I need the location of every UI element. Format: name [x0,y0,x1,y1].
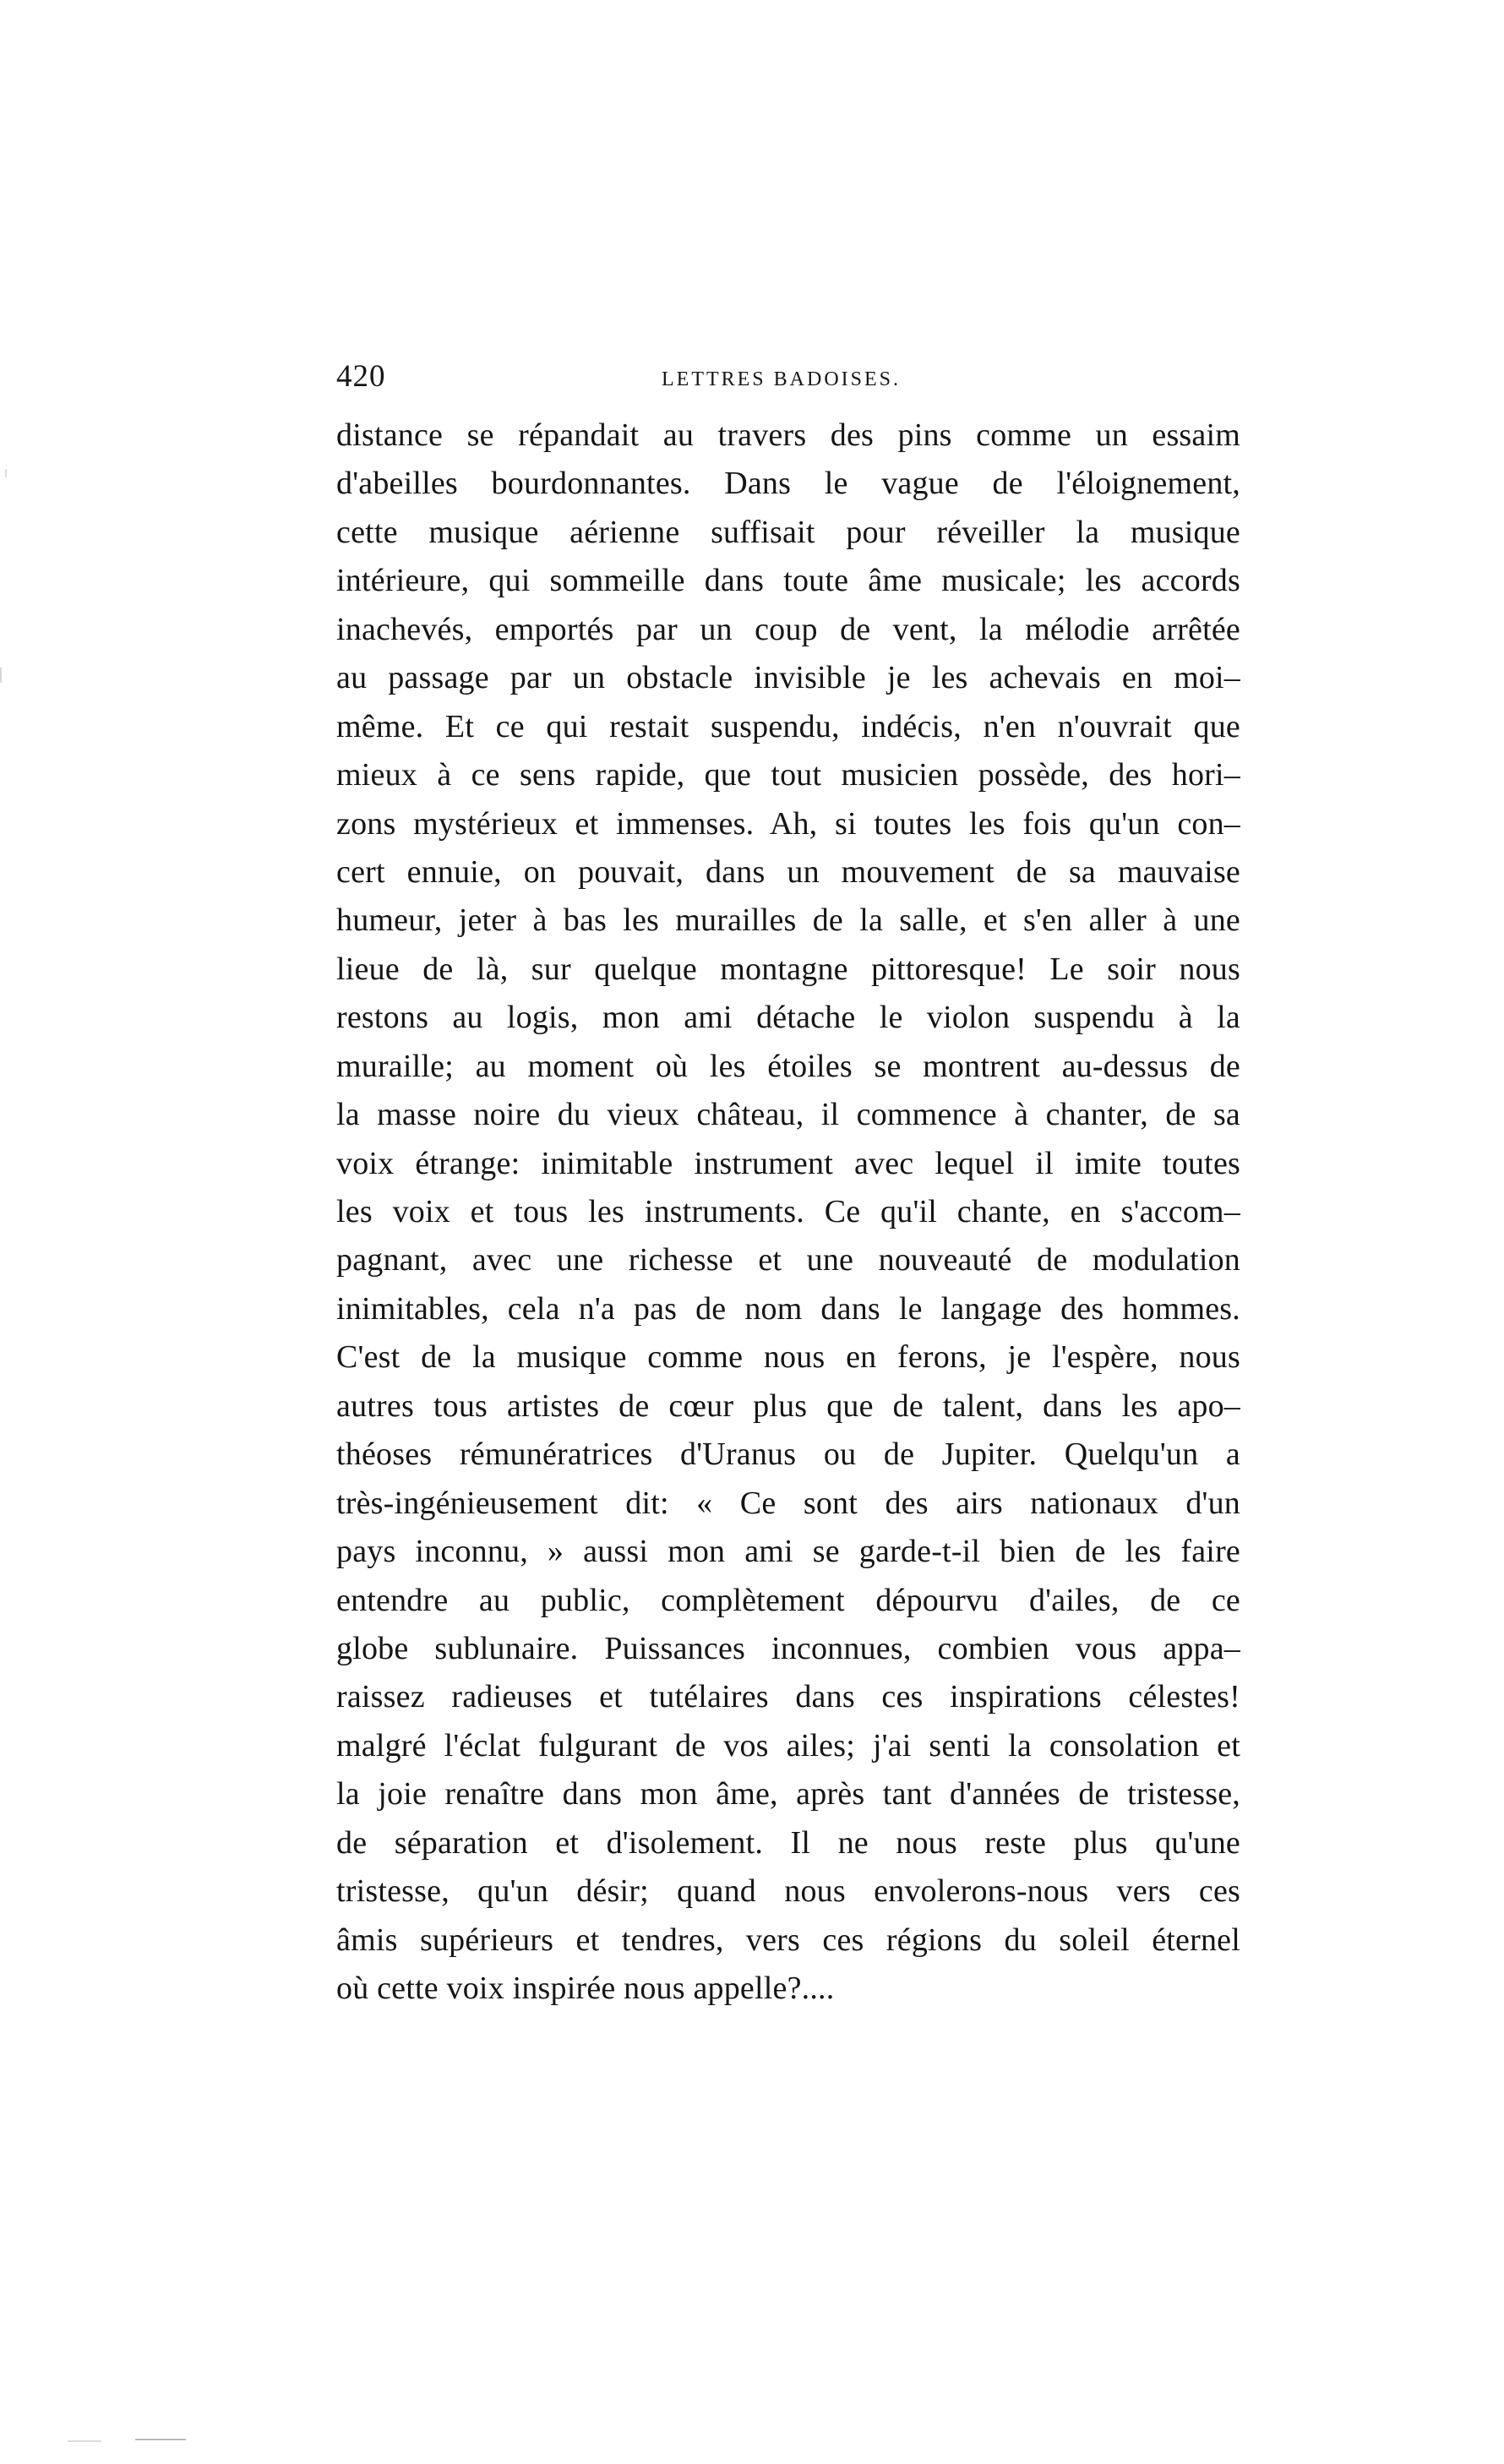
text-line-last: où cette voix inspirée nous appelle?.... [336,1971,835,2006]
page-header [336,358,1240,409]
text-line: entendre au public, complètement dépourvu d'ailes, de ce [336,1582,1240,1618]
text-line: très-ingénieusement dit: « Ce sont des airs nationaux d'un [336,1485,1240,1521]
text-line: la masse noire du vieux château, il commence à chanter, de sa [336,1097,1240,1133]
text-line: d'abeilles bourdonnantes. Dans le vague de l'éloignement, [336,466,1240,502]
text-line: humeur, jeter à bas les murailles de la salle, et s'en aller à une [336,902,1240,939]
scan-artifact [68,2440,101,2442]
text-line: pays inconnu, » aussi mon ami se garde-t-il bien de les faire [336,1534,1240,1570]
text-line: raissez radieuses et tutélaires dans ces inspirations célestes! [336,1679,1240,1715]
text-line: inimitables, cela n'a pas de nom dans le langage des hommes. [336,1290,1240,1327]
text-line: distance se répandait au travers des pins comme un essaim [336,417,1240,453]
text-line: pagnant, avec une richesse et une nouveauté de modulation [336,1242,1240,1278]
text-line: intérieure, qui sommeille dans toute âme musicale; les accords [336,563,1240,599]
text-line: théoses rémunératrices d'Uranus ou de Jupiter. Quelqu'un a [336,1436,1240,1473]
text-line: la joie renaître dans mon âme, après tant d'années de tristesse, [336,1776,1240,1813]
text-line: tristesse, qu'un désir; quand nous envolerons-nous vers ces [336,1873,1240,1910]
scan-artifact [0,668,2,683]
scan-artifact [5,469,7,477]
text-line: zons mystérieux et immenses. Ah, si toutes les fois qu'un con– [336,805,1240,842]
text-line: cert ennuie, on pouvait, dans un mouvement de sa mauvaise [336,853,1240,890]
text-line: autres tous artistes de cœur plus que de talent, dans les apo– [336,1387,1240,1424]
text-line: muraille; au moment où les étoiles se montrent au-dessus de [336,1048,1240,1084]
text-line: voix étrange: inimitable instrument avec lequel il imite toutes [336,1145,1240,1181]
text-line: les voix et tous les instruments. Ce qu'il chante, en s'accom– [336,1194,1240,1229]
body-text [336,412,1240,2013]
text-line: C'est de la musique comme nous en ferons, je l'espère, nous [336,1339,1240,1376]
running-head: LETTRES BADOISES. [662,368,902,390]
text-line: de séparation et d'isolement. Il ne nous reste plus qu'une [336,1824,1240,1861]
text-line: lieue de là, sur quelque montagne pittoresque! Le soir nous [336,951,1240,987]
scan-artifact [135,2439,186,2440]
page-number: 420 [336,359,386,394]
text-line: malgré l'éclat fulgurant de vos ailes; j'ai senti la consolation et [336,1727,1240,1764]
text-line: au passage par un obstacle invisible je les achevais en moi– [336,660,1240,696]
text-line: globe sublunaire. Puissances inconnues, combien vous appa– [336,1630,1240,1666]
text-line: inachevés, emportés par un coup de vent, la mélodie arrêtée [336,611,1240,647]
text-line: âmis supérieurs et tendres, vers ces régions du soleil éternel [336,1922,1240,1958]
text-line: même. Et ce qui restait suspendu, indécis, n'en n'ouvrait que [336,708,1240,744]
text-line: cette musique aérienne suffisait pour réveiller la musique [336,514,1240,550]
text-line: mieux à ce sens rapide, que tout musicien possède, des hori– [336,757,1240,793]
text-line: restons au logis, mon ami détache le violon suspendu à la [336,1000,1240,1036]
